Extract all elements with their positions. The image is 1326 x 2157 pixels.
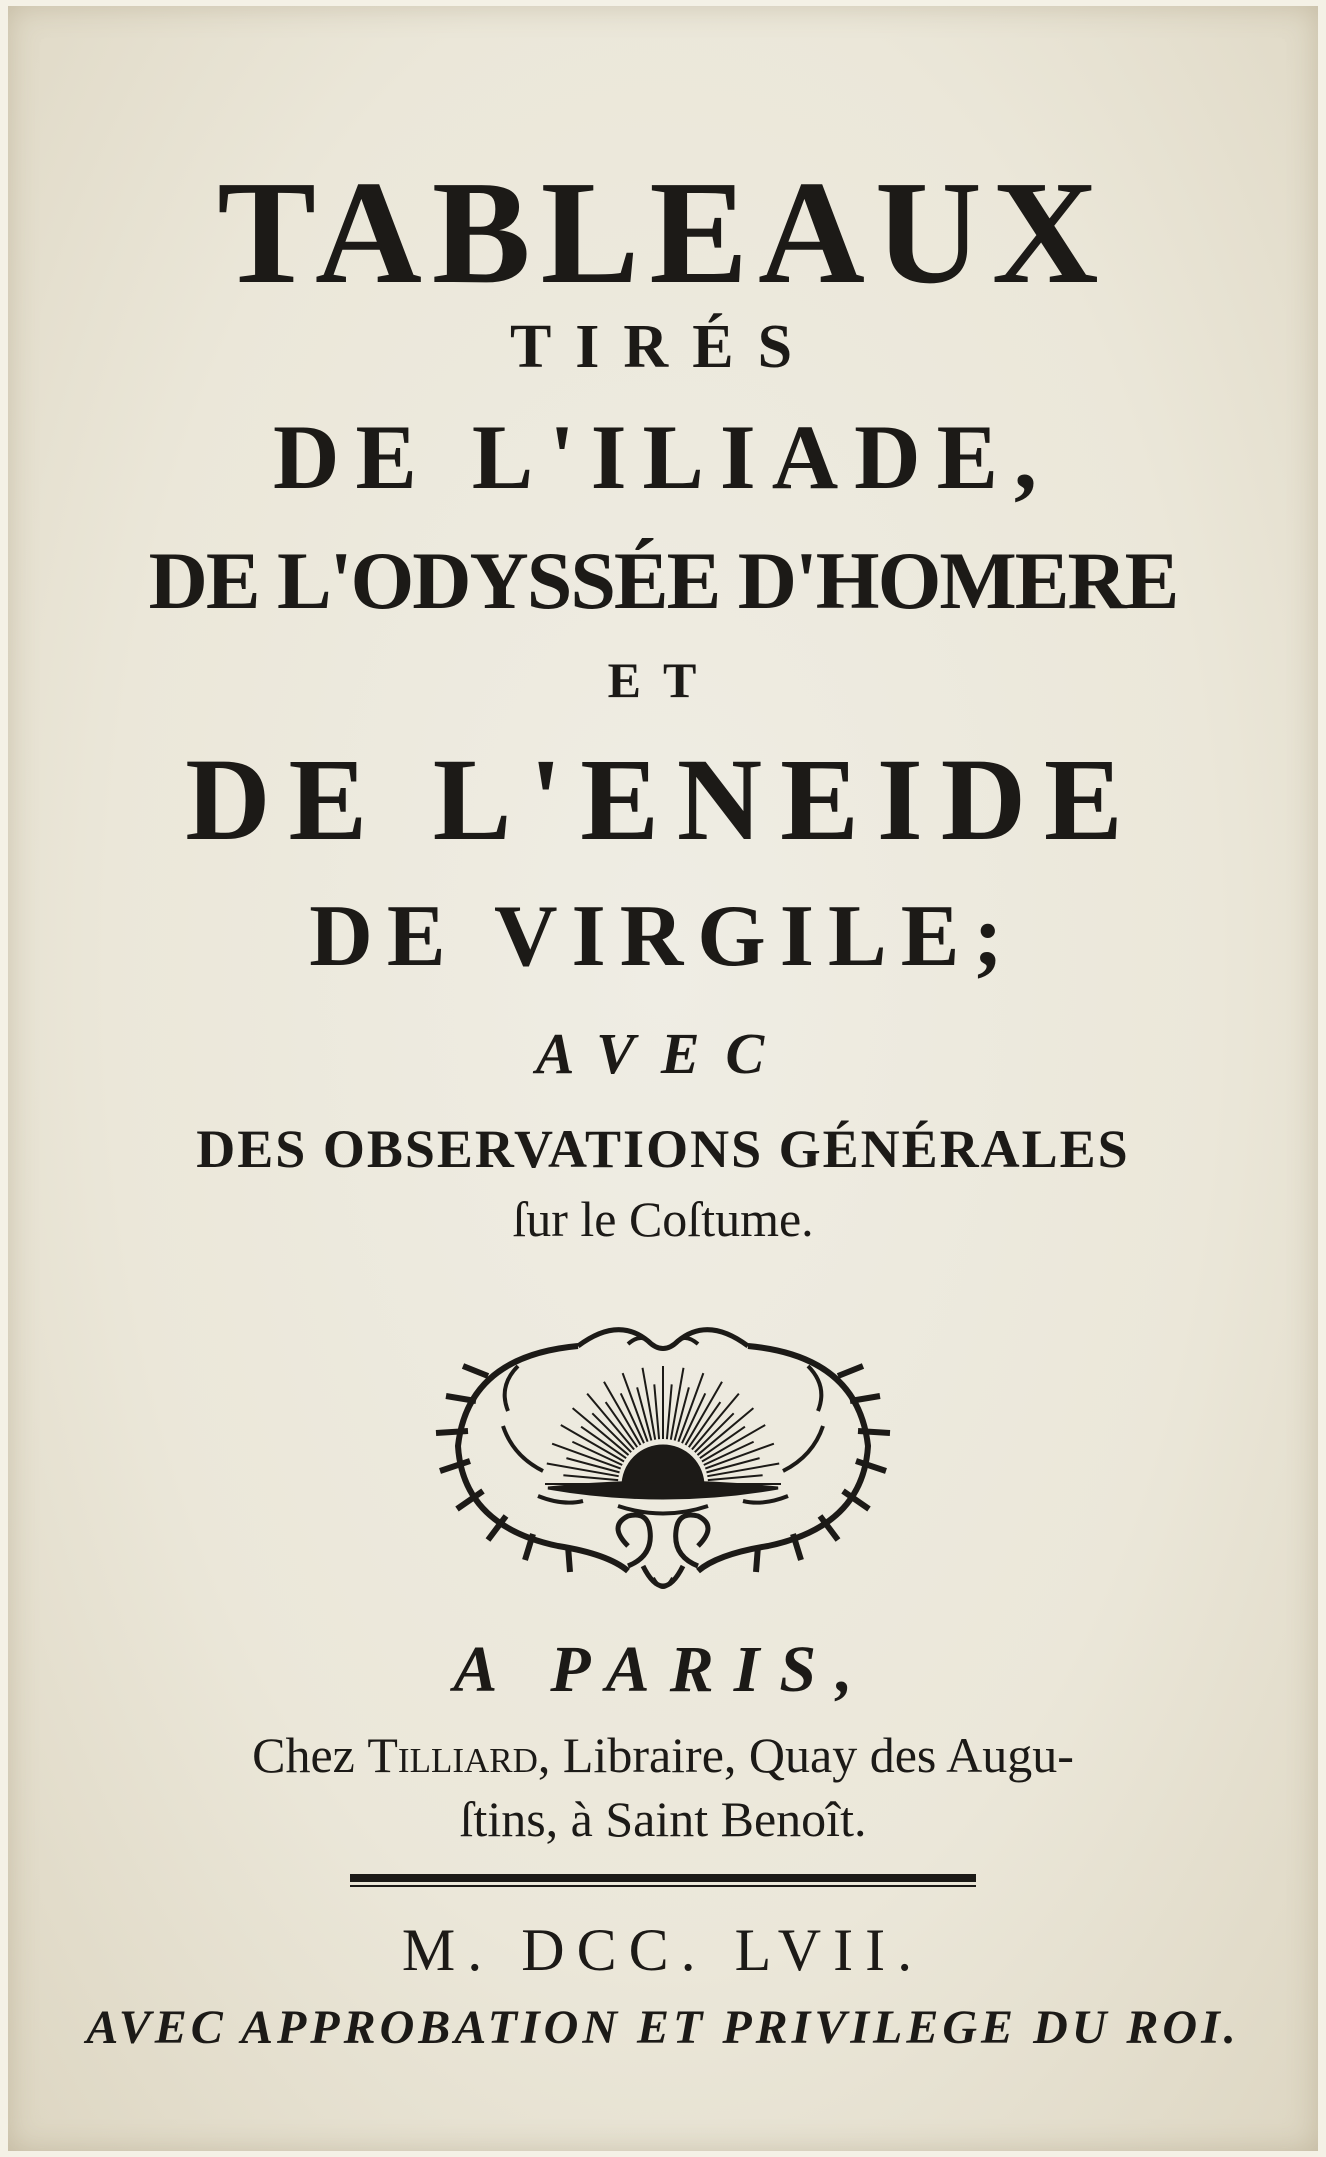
publisher-name: Tilliard <box>367 1727 538 1783</box>
title-page <box>8 6 1318 2151</box>
imprint-publisher-line-1 <box>8 1726 1318 1784</box>
title-line-avec: AVEC <box>535 1021 791 1086</box>
title-line-eneide: DE L'ENEIDE <box>185 734 1141 865</box>
sun-ray <box>667 1384 672 1439</box>
title-line-iliade: DE L'ILIADE, <box>273 406 1053 508</box>
sun-ray <box>708 1475 763 1480</box>
subtitle-observations: DES OBSERVATIONS GÉNÉRALES <box>196 1119 1130 1179</box>
title-line-et: ET <box>607 652 719 708</box>
publisher-prefix: Chez <box>252 1727 368 1783</box>
subtitle-costume: ſur le Coſtume. <box>512 1191 814 1247</box>
double-rule-divider <box>350 1874 976 1888</box>
title-line-tires: TIRÉS <box>509 313 817 381</box>
rising-sun-acanthus-vignette-icon <box>428 1316 898 1606</box>
imprint-place: A PARIS, <box>453 1633 873 1706</box>
rule-thick <box>350 1874 976 1882</box>
title-line-virgile: DE VIRGILE; <box>309 888 1017 985</box>
publisher-suffix: , Libraire, Quay des Augu- <box>537 1727 1074 1783</box>
book-title: TABLEAUX <box>217 151 1109 315</box>
rule-thin <box>350 1885 976 1887</box>
title-line-odyssee: DE L'ODYSSÉE D'HOMERE <box>148 535 1178 626</box>
sun-ray <box>654 1384 659 1439</box>
imprint-year: M. DCC. LVII. <box>401 1917 925 1983</box>
imprint-publisher-line-2: ſtins, à Saint Benoît. <box>459 1791 867 1847</box>
approbation-line: AVEC APPROBATION ET PRIVILEGE DU ROI. <box>86 2001 1240 2054</box>
sun-ray <box>563 1475 618 1480</box>
